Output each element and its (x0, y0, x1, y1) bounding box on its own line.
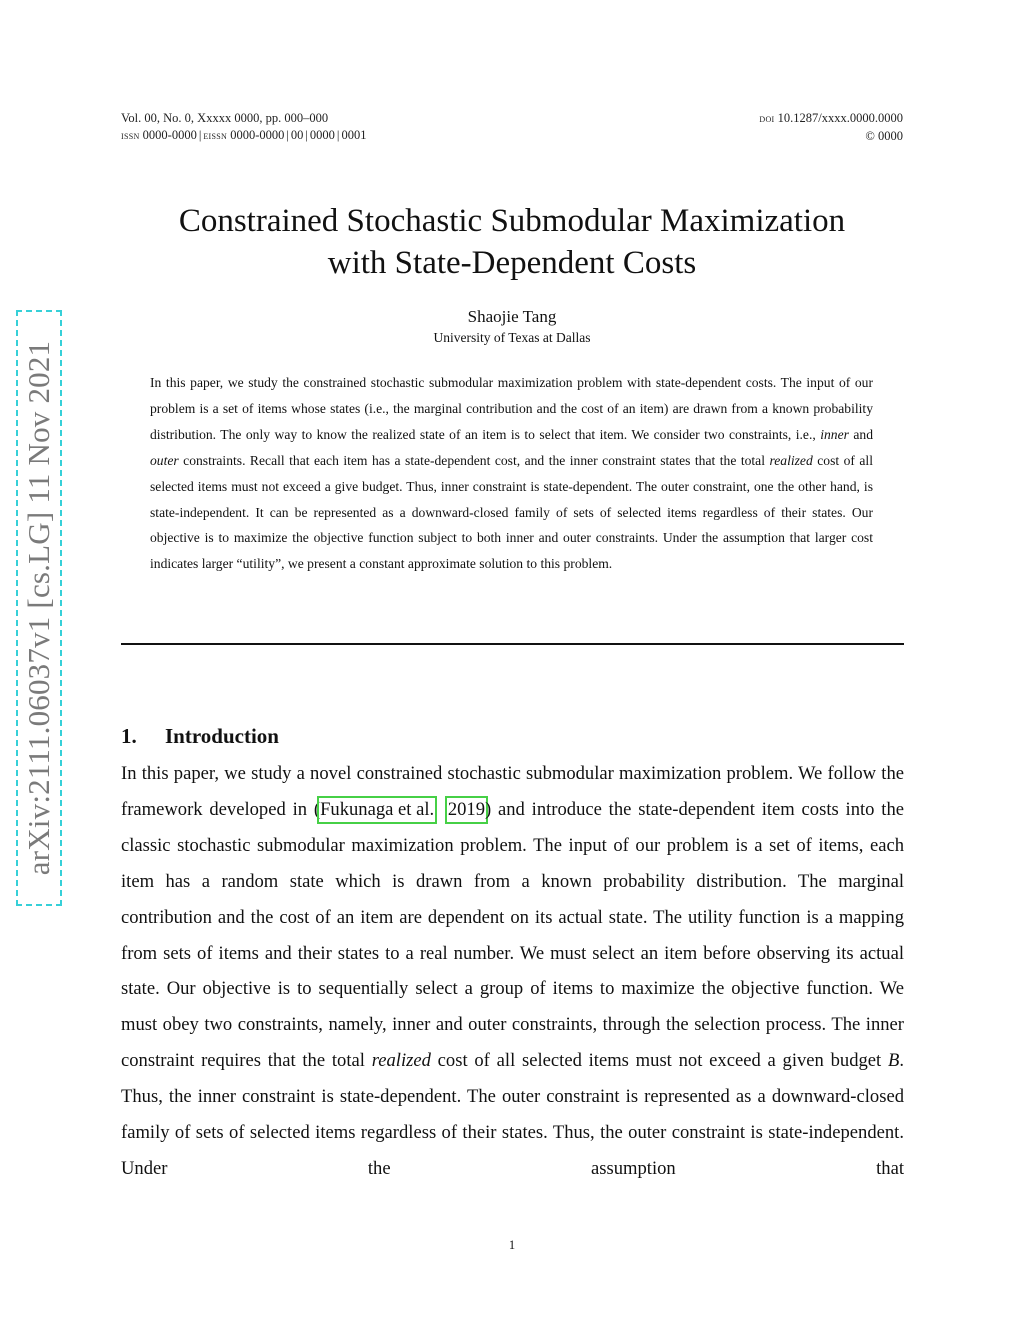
doi-line (759, 110, 903, 128)
issue-part: 00 (290, 128, 304, 142)
author-affiliation: University of Texas at Dallas (433, 330, 591, 345)
abstract (150, 370, 873, 577)
volume-line: Vol. 00, No. 0, Xxxxx 0000, pp. 000–000 (121, 111, 329, 125)
title-line-1: Constrained Stochastic Submodular Maximization (178, 203, 846, 239)
copyright-year: 0000 (878, 129, 903, 143)
section-number: 1. (121, 724, 137, 748)
abstract-emphasis: outer (150, 452, 179, 468)
author-name: Shaojie Tang (467, 307, 557, 326)
arxiv-stamp-link[interactable] (16, 310, 62, 906)
abstract-text: and (848, 426, 873, 442)
body-text: cost of all selected items must not exceed a given budget (430, 1050, 888, 1072)
abstract-text: cost of all selected items must not exceed a give budget. Thus, inner constraint is state-dependent. The outer constraint, one the other hand, is state-independent. It can be represented as a downward-closed family of sets of selected items regardless of their states. Our objective is to maximize the objective function subject to both inner and outer constraints. Under the assumption that larger cost indicates larger “utility”, we present a constant approximate solution to this problem. (150, 452, 873, 572)
abstract-text: constraints. Recall that each item has a state-dependent cost, and the inner constraint states that the total (178, 452, 770, 468)
title-line-2: with State-Dependent Costs (327, 245, 697, 281)
separator: | (336, 128, 340, 142)
abstract-text: In this paper, we study the constrained stochastic submodular maximization problem with state-dependent costs. The input of our problem is a set of items whose states (i.e., the marginal contribution and the cost of an item) are drawn from a known probability distribution. The only way to know the realized state of an item is to select that item. We consider two constraints, i.e., (150, 375, 873, 442)
budget-symbol: B (887, 1050, 900, 1072)
body-emphasis: realized (371, 1050, 431, 1072)
paper-title (0, 200, 1024, 284)
issn-line (121, 127, 366, 145)
issue-part: 0001 (341, 128, 367, 142)
abstract-emphasis: inner (820, 426, 849, 442)
eissn-label: eissn (203, 130, 228, 142)
issn-label: issn (121, 130, 140, 142)
doi-label: doi (759, 113, 775, 125)
introduction-paragraph (121, 756, 904, 1187)
issn-value: 0000-0000 (142, 128, 197, 142)
eissn-value: 0000-0000 (230, 128, 285, 142)
issue-part: 0000 (309, 128, 335, 142)
citation-link-year[interactable]: 2019 (447, 798, 485, 820)
body-text: In this paper, we study a novel constrained stochastic submodular maximization problem. We follow the framework developed in ( (121, 763, 904, 820)
separator: | (286, 128, 289, 142)
separator: | (305, 128, 308, 142)
doi-value: 10.1287/xxxx.0000.0000 (777, 111, 903, 125)
arxiv-stamp-text: arXiv:2111.06037v1 [cs.LG] 11 Nov 2021 (21, 340, 56, 876)
section-title: Introduction (165, 724, 279, 748)
page-number: 1 (508, 1238, 516, 1252)
journal-header-left (121, 110, 366, 145)
section-heading (121, 724, 279, 749)
abstract-divider (121, 643, 904, 645)
body-text: ) and introduce the state-dependent item costs into the classic stochastic submodular maximization problem. The input of our problem is a set of items, each item has a random state which is drawn from a known probability distribution. The marginal contribution and the cost of an item are dependent on its actual state. The utility function is a mapping from sets of items and their states to a real number. We must select an item before observing its actual state. Our objective is to sequentially select a group of items to maximize the objective function. We must obey two constraints, namely, inner and outer constraints, through the selection process. The inner constraint requires that the total (121, 798, 904, 1072)
body-text: . Thus, the inner constraint is state-dependent. The outer constraint is represented as a downward-closed family of sets of selected items regardless of their states. Thus, the outer constraint is state-independent. Under the assumption that (121, 1050, 904, 1179)
separator: | (198, 128, 202, 142)
abstract-emphasis: realized (769, 452, 813, 468)
copyright-line (759, 128, 903, 145)
journal-header-right (759, 110, 903, 145)
citation-link-authors[interactable]: Fukunaga et al. (320, 798, 435, 820)
copyright-icon: © (865, 129, 875, 143)
